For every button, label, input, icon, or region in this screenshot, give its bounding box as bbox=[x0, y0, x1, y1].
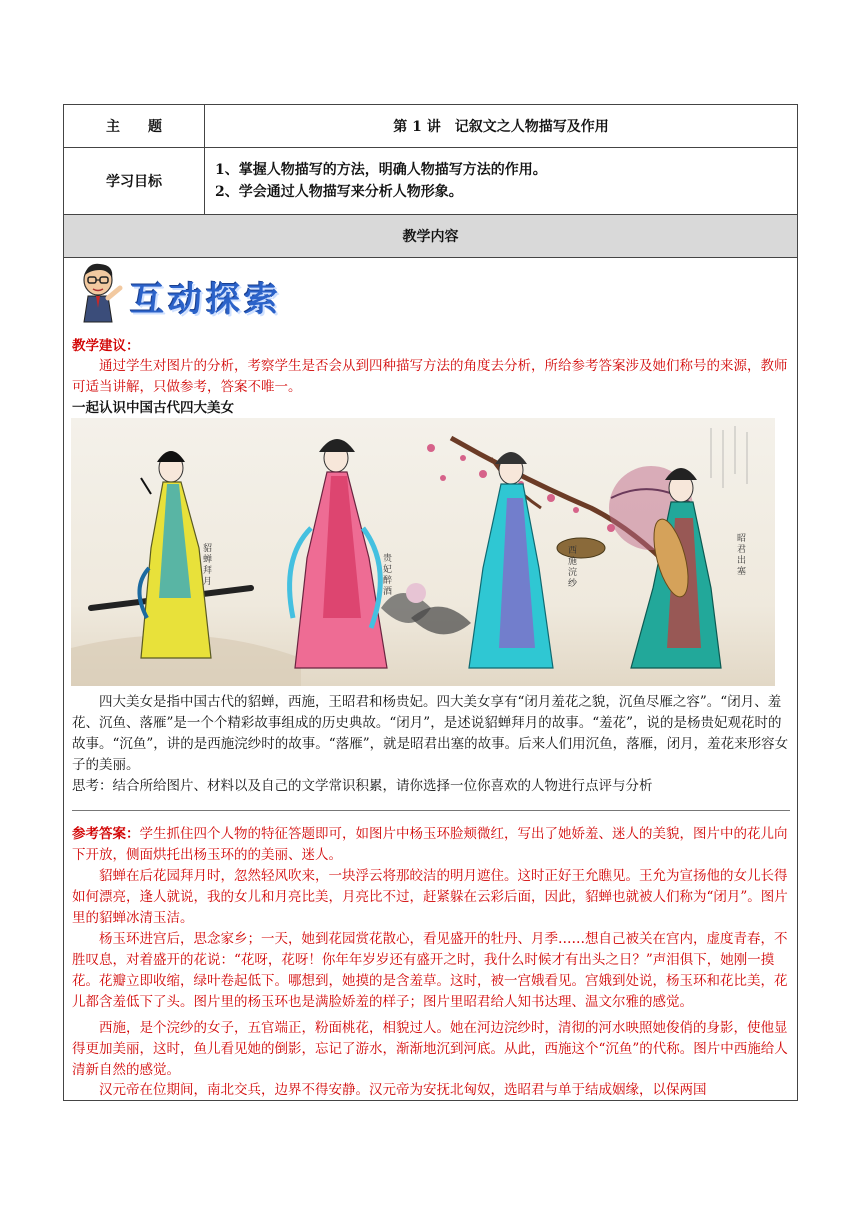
divider bbox=[72, 810, 790, 811]
topic-label: 主 题 bbox=[64, 105, 205, 148]
caption-xishi: 西施浣纱 bbox=[568, 546, 578, 589]
suggestion-heading: 教学建议： bbox=[72, 338, 140, 354]
content-cell bbox=[64, 258, 798, 1101]
answer-paragraph-4: 西施，是个浣纱的女子，五官端正，粉面桃花，相貌过人。她在河边浣纱时，清彻的河水映照她俊俏的身影，使他显得更加美丽，这时，鱼儿看见她的倒影，忘记了游水，渐渐地沉到河底。从此，西施这个“沉鱼”的代称。图片中西施给人清新自然的感觉。 bbox=[72, 1020, 788, 1078]
answer-paragraph-2: 貂蝉在后花园拜月时，忽然轻风吹来，一块浮云将那皎洁的明月遮住。这时正好王允瞧见。王允为宣扬他的女儿长得如何漂亮，逢人就说，我的女儿和月亮比美，月亮比不过，赶紧躲在云彩后面，因此，貂蝉也就被人们称为“闭月”。图片里的貂蝉冰清玉洁。 bbox=[72, 868, 788, 926]
think-question: 思考：结合所给图片、材料以及自己的文学常识积累，请你选择一位你喜欢的人物进行点评与分析 bbox=[72, 778, 653, 794]
answer-p1: 学生抓住四个人物的特征答题即可，如图片中杨玉环脸颊微红，写出了她娇羞、迷人的美貌，图片中的花儿向下开放，侧面烘托出杨玉环的的美丽、迷人。 bbox=[72, 826, 788, 863]
banner-title: 互动探索 bbox=[130, 280, 282, 320]
lesson-table bbox=[63, 104, 798, 1101]
answer-paragraph-3: 杨玉环进宫后，思念家乡；一天，她到花园赏花散心，看见盛开的牡丹、月季……想自己被关在宫内，虚度青春，不胜叹息，对着盛开的花说：“花呀，花呀！你年年岁岁还有盛开之时，我什么时候才有出头之日？”声泪俱下，她刚一摸花。花瓣立即收缩，绿叶卷起低下。哪想到，她摸的是含羞草。这时，被一宫娥看见。宫娥到处说，杨玉环和花比美，花儿都含羞低下了头。图片里的杨玉环也是满脸娇羞的样子；图片里昭君给人知书达理、温文尔雅的感觉。 bbox=[72, 931, 788, 1010]
intro-paragraph: 四大美女是指中国古代的貂蝉，西施，王昭君和杨贵妃。四大美女享有“闭月羞花之貌，沉鱼尽雁之容”。“闭月、羞花、沉鱼、落雁”是一个个精彩故事组成的历史典故。“闭月”，是述说貂蝉拜月的故事。“羞花”，说的是杨贵妃观花时的故事。“沉鱼”，讲的是西施浣纱时的故事。“落雁”，就是昭君出塞的故事。后来人们用沉鱼，落雁，闭月，羞花来形容女子的美丽。 bbox=[72, 694, 789, 773]
content-label: 教学内容 bbox=[64, 215, 798, 258]
goal-item: 2、学会通过人物描写来分析人物形象。 bbox=[215, 184, 463, 200]
goal-item: 1、掌握人物描写的方法，明确人物描写方法的作用。 bbox=[215, 162, 547, 178]
goals-list bbox=[205, 148, 798, 215]
answer-paragraph-5: 汉元帝在位期间，南北交兵，边界不得安静。汉元帝为安抚北匈奴，选昭君与单于结成姻缘，以保两国 bbox=[99, 1082, 707, 1098]
topic-value: 第 1 讲 记叙文之人物描写及作用 bbox=[205, 105, 798, 148]
caption-zhaojun: 昭君出塞 bbox=[737, 534, 747, 577]
teacher-cartoon-icon bbox=[74, 262, 126, 326]
section-title: 一起认识中国古代四大美女 bbox=[72, 400, 234, 416]
answer-heading: 参考答案： bbox=[72, 826, 140, 842]
interactive-banner bbox=[74, 262, 284, 326]
answer-paragraph-1 bbox=[72, 824, 794, 866]
suggestion-text: 通过学生对图片的分析，考察学生是否会从到四种描写方法的角度去分析，所给参考答案涉及她们称号的来源，教师可适当讲解，只做参考，答案不唯一。 bbox=[72, 358, 788, 395]
caption-diaochan: 貂蝉拜月 bbox=[203, 544, 213, 587]
four-beauties-painting bbox=[71, 418, 775, 686]
goals-label: 学习目标 bbox=[64, 148, 205, 215]
caption-guifei: 贵妃醉酒 bbox=[383, 554, 393, 597]
